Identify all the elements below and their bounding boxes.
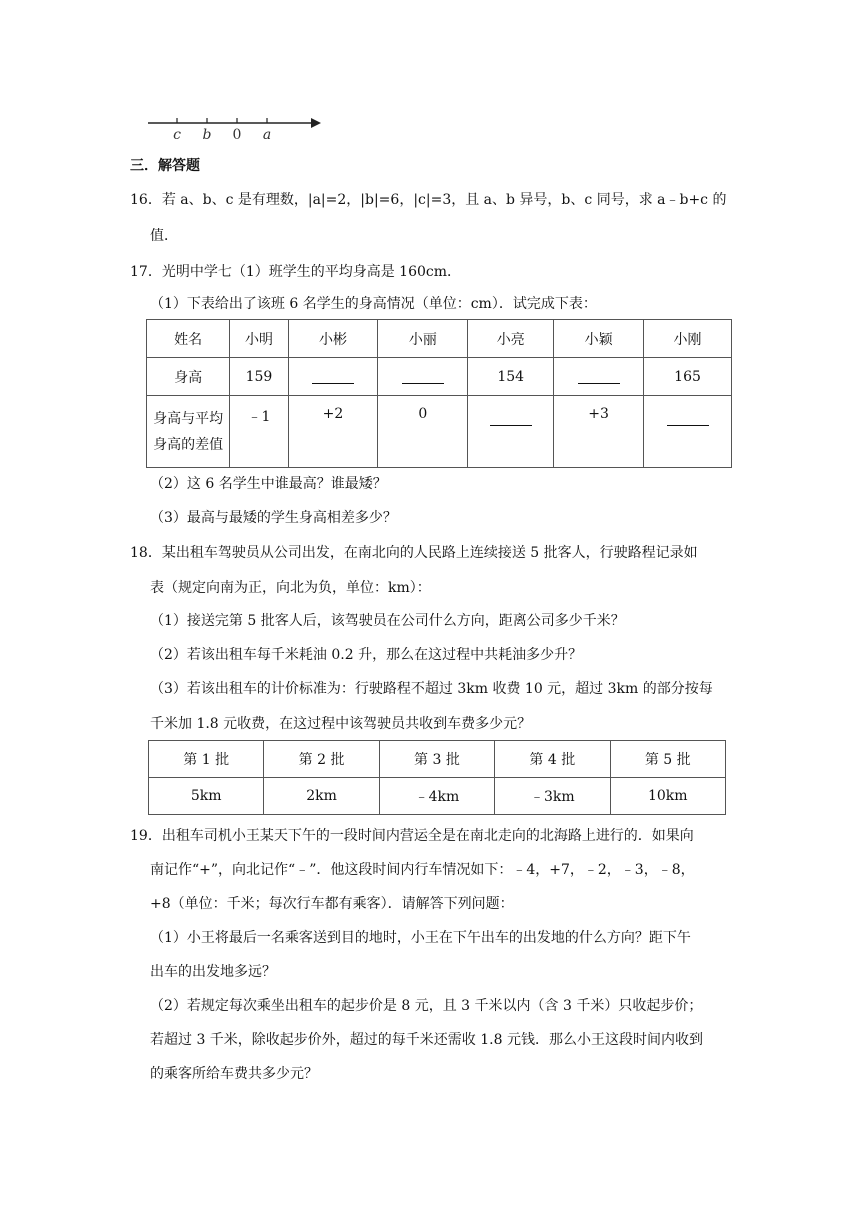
trip-table — [148, 740, 726, 815]
table-cell: 165 — [644, 358, 732, 396]
table-header-cell: 第 1 批 — [149, 741, 264, 778]
q19-part2-line1: （2）若规定每次乘坐出租车的起步价是 8 元，且 3 千米以内（含 3 千米）只收起步价； — [150, 998, 703, 1014]
table-header-cell: 第 4 批 — [495, 741, 610, 778]
fill-blank — [312, 369, 354, 384]
q16-line2: 值． — [150, 228, 178, 244]
table-cell: +2 — [288, 396, 378, 468]
table-cell: 159 — [230, 358, 288, 396]
table-cell-blank — [288, 358, 378, 396]
q18-part1: （1）接送完第 5 批客人后，该驾驶员在公司什么方向，距离公司多少千米？ — [150, 613, 625, 629]
q17-stem: 17．光明中学七（1）班学生的平均身高是 160cm． — [130, 264, 462, 280]
table-row — [147, 396, 732, 468]
table-header-cell: 小颖 — [554, 320, 644, 358]
number-line-label-b: b — [202, 127, 212, 142]
table-header-cell: 第 2 批 — [264, 741, 379, 778]
table-cell-blank — [644, 396, 732, 468]
table-cell-blank — [378, 358, 468, 396]
q17-part1: （1）下表给出了该班 6 名学生的身高情况（单位：cm）．试完成下表： — [150, 296, 597, 312]
table-cell: 10km — [610, 778, 726, 815]
fill-blank — [490, 411, 532, 426]
table-header-cell: 姓名 — [147, 320, 230, 358]
q18-line1: 18．某出租车驾驶员从公司出发，在南北向的人民路上连续接送 5 批客人，行驶路程记录如 — [130, 545, 698, 561]
table-cell-blank — [554, 358, 644, 396]
table-header-cell: 小刚 — [644, 320, 732, 358]
height-table — [146, 319, 732, 468]
table-row — [147, 320, 732, 358]
table-cell: ﹣3km — [495, 778, 610, 815]
q19-part2-line2: 若超过 3 千米，除收起步价外，超过的每千米还需收 1.8 元钱．那么小王这段时间内收到 — [150, 1032, 703, 1048]
table-header-cell: 小丽 — [378, 320, 468, 358]
row-label-line1: 身高与平均 — [153, 410, 224, 427]
q18-line2: 表（规定向南为正，向北为负，单位：km）： — [150, 580, 431, 596]
table-cell: 5km — [149, 778, 264, 815]
table-cell: ﹣4km — [379, 778, 494, 815]
table-row — [147, 358, 732, 396]
q19-part2-line3: 的乘客所给车费共多少元？ — [150, 1066, 318, 1082]
q16-line1: 16．若 a、b、c 是有理数，|a|=2，|b|=6，|c|=3，且 a、b 异号，b、c 同号，求 a﹣b+c 的 — [130, 192, 727, 208]
q19-line2: 南记作“+”，向北记作“﹣”．他这段时间内行车情况如下：﹣4，+7，﹣2，﹣3，﹣8， — [150, 862, 695, 878]
q17-part2: （2）这 6 名学生中谁最高？谁最矮？ — [150, 476, 387, 492]
fill-blank — [402, 369, 444, 384]
q19-line3: +8（单位：千米；每次行车都有乘客）．请解答下列问题： — [150, 896, 514, 912]
section-title: 三．解答题 — [130, 158, 200, 174]
table-row — [149, 778, 726, 815]
q17-part3: （3）最高与最矮的学生身高相差多少？ — [150, 510, 397, 526]
fill-blank — [578, 369, 620, 384]
fill-blank — [667, 411, 709, 426]
table-header-cell: 小亮 — [468, 320, 554, 358]
table-cell: ﹣1 — [230, 396, 288, 468]
number-line-label-c: c — [173, 127, 181, 142]
row-label-line2: 身高的差值 — [153, 436, 224, 453]
table-cell: +3 — [554, 396, 644, 468]
table-header-cell: 小明 — [230, 320, 288, 358]
table-cell: 0 — [378, 396, 468, 468]
table-header-cell: 第 5 批 — [610, 741, 726, 778]
table-cell: 身高 — [147, 358, 230, 396]
table-header-cell: 小彬 — [288, 320, 378, 358]
number-line — [145, 110, 325, 142]
number-line-label-a: a — [262, 127, 272, 142]
table-header-cell: 第 3 批 — [379, 741, 494, 778]
table-row — [149, 741, 726, 778]
table-cell-blank — [468, 396, 554, 468]
q18-part3-line2: 千米加 1.8 元收费，在这过程中该驾驶员共收到车费多少元？ — [150, 716, 532, 732]
q18-part2: （2）若该出租车每千米耗油 0.2 升，那么在这过程中共耗油多少升？ — [150, 647, 583, 663]
number-line-label-0: 0 — [232, 127, 242, 142]
q18-part3-line1: （3）若该出租车的计价标准为：行驶路程不超过 3km 收费 10 元，超过 3km 的部分按每 — [150, 681, 713, 697]
q19-part1-line1: （1）小王将最后一名乘客送到目的地时，小王在下午出车的出发地的什么方向？距下午 — [150, 930, 691, 946]
table-cell: 154 — [468, 358, 554, 396]
table-row-label — [147, 396, 230, 468]
q19-line1: 19．出租车司机小王某天下午的一段时间内营运全是在南北走向的北海路上进行的．如果向 — [130, 828, 694, 844]
q19-part1-line2: 出车的出发地多远？ — [150, 964, 276, 980]
table-cell: 2km — [264, 778, 379, 815]
